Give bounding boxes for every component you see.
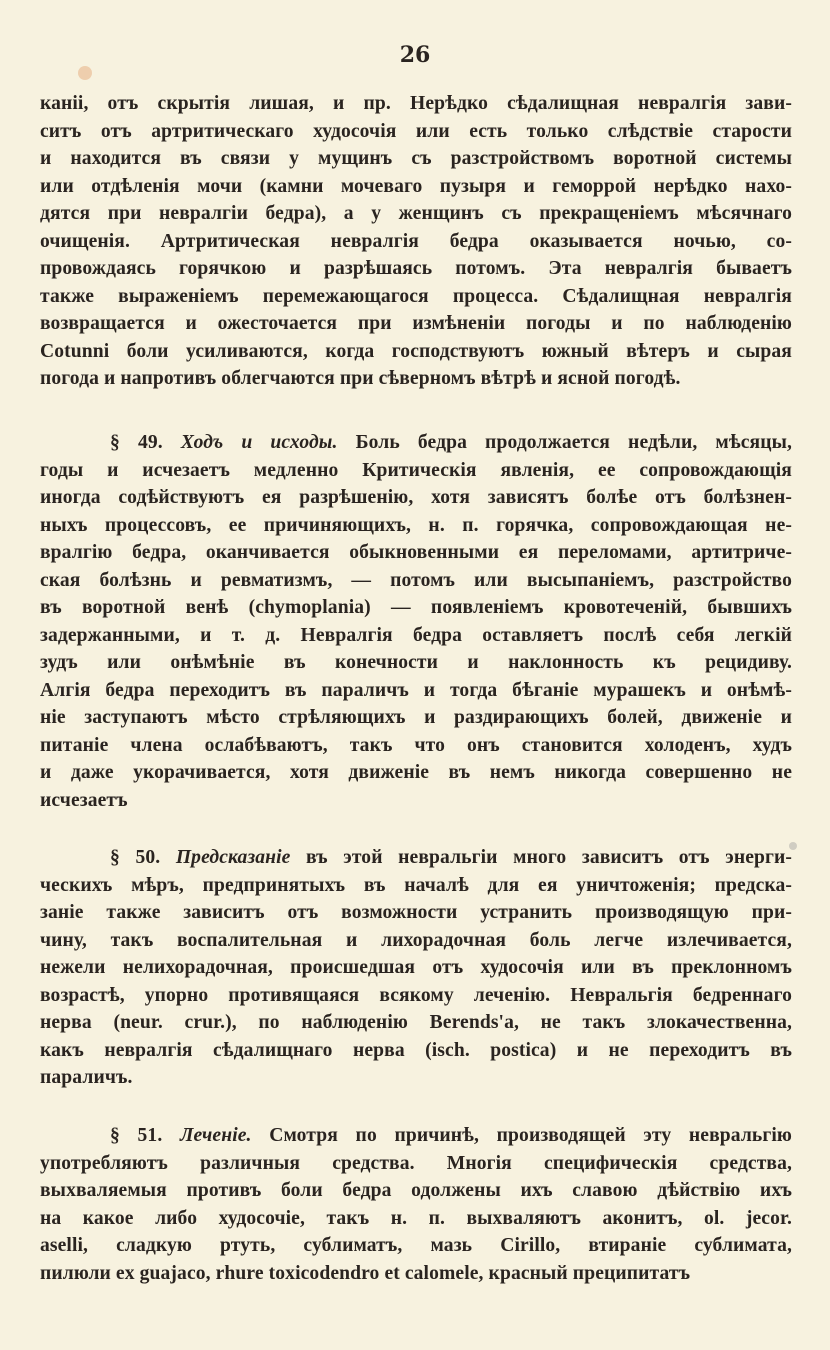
- text-line: aselli, сладкую ртуть, сублиматъ, мазь Cirillo, втираніе сублимата,: [40, 1235, 792, 1256]
- paragraph-section-50: [40, 844, 792, 1092]
- paragraph-1: [40, 90, 792, 393]
- text-line: возвращается и ожесточается при измѣненіи погоды и по наблюденію: [40, 313, 792, 334]
- text-line: нерва (neur. crur.), по наблюденію Berends'a, не такъ злокачественна,: [40, 1012, 792, 1033]
- text-line: или отдѣленія мочи (камни мочеваго пузыря и геморрой нерѣдко нахо-: [40, 175, 792, 197]
- text-line: каніі, отъ скрытія лишая, и пр. Нерѣдко сѣдалищная невралгія зави-: [40, 93, 792, 114]
- section-title: Предсказаніе: [175, 847, 291, 868]
- text-line: исчезаетъ: [40, 789, 128, 811]
- text-line: параличъ.: [40, 1067, 133, 1088]
- text-line: погода и напротивъ облегчаются при сѣверномъ вѣтрѣ и ясной погодѣ.: [40, 368, 681, 389]
- paragraph-first-line: [40, 844, 792, 872]
- text-line: годы и исчезаетъ медленно Критическія явленія, ее сопровождающія: [40, 459, 792, 481]
- text-line: ныхъ процессовъ, ее причиняющихъ, н. п. горячка, сопровождающая не-: [40, 514, 792, 536]
- text-line: и находится въ связи у мущинъ съ разстройствомъ воротной системы: [40, 148, 792, 169]
- text-line: и даже укорачивается, хотя движеніе въ немъ никогда совершенно не: [40, 762, 792, 783]
- text-line: питаніе члена ослабѣваютъ, такъ что онъ становится холоденъ, худъ: [40, 734, 792, 756]
- text-line: возрастѣ, упорно противящаяся всякому леченію. Невральгія бедреннаго: [40, 984, 792, 1006]
- text-line: чину, такъ воспалительная и лихорадочная боль легче излечивается,: [40, 929, 792, 951]
- paper-stain: [78, 66, 92, 80]
- first-line-text: въ этой невральгіи много зависитъ отъ энерги-: [290, 847, 792, 868]
- text-line: иногда содѣйствуютъ ея разрѣшенію, хотя зависятъ болѣе отъ болѣзнен-: [40, 487, 792, 508]
- text-line: въ воротной венѣ (chymoplania) — появленіемъ кровотеченій, бывшихъ: [40, 597, 792, 618]
- section-number: § 51.: [110, 1125, 163, 1146]
- text-line: какъ невралгія сѣдалищнаго нерва (isch. postica) и не переходитъ въ: [40, 1039, 792, 1061]
- text-line: очищенія. Артритическая невралгія бедра оказывается ночью, со-: [40, 230, 792, 252]
- page-number: 26: [399, 42, 431, 68]
- section-title: Леченіе.: [179, 1125, 252, 1146]
- text-line: дятся при невралгіи бедра), а у женщинъ съ прекращеніемъ мѣсячнаго: [40, 203, 792, 224]
- section-number: § 49.: [110, 432, 163, 453]
- text-line: заніе также зависитъ отъ возможности устранить производящую при-: [40, 902, 792, 923]
- text-line: на какое либо худосочіе, такъ н. п. выхваляютъ аконитъ, ol. jecor.: [40, 1207, 792, 1229]
- text-line: вралгію бедра, оканчивается обыкновенными ея переломами, артитриче-: [40, 542, 792, 563]
- text-line: ская болѣзнь и ревматизмъ, — потомъ или высыпаніемъ, разстройство: [40, 569, 792, 591]
- paragraph-first-line: [40, 429, 792, 457]
- text-line: ситъ отъ артритическаго худосочія или есть только слѣдствіе старости: [40, 120, 792, 142]
- section-title: Ходъ и исходы.: [180, 432, 338, 453]
- first-line-text: Боль бедра продолжается недѣли, мѣсяцы,: [337, 432, 792, 453]
- text-line: Cotunni боли усиливаются, когда господствуютъ южный вѣтеръ и сырая: [40, 340, 792, 362]
- text-line: зудъ или онѣмѣніе въ конечности и наклонность къ рецидиву.: [40, 652, 792, 673]
- text-line: ніе заступаютъ мѣсто стрѣляющихъ и раздирающихъ болей, движеніе и: [40, 707, 792, 728]
- text-line: также выраженіемъ перемежающагося процесса. Сѣдалищная невралгія: [40, 285, 792, 307]
- paragraph-first-line: [40, 1122, 792, 1150]
- text-line: выхваляемыя противъ боли бедра одолжены ихъ славою дѣйствію ихъ: [40, 1180, 792, 1201]
- text-line: пилюли ex guajaco, rhure toxicodendro et calomele, красный преципитатъ: [40, 1262, 691, 1284]
- text-line: употребляютъ различныя средства. Многія специфическія средства,: [40, 1152, 792, 1174]
- first-line-text: Смотря по причинѣ, производящей эту невральгію: [251, 1125, 792, 1146]
- section-number: § 50.: [110, 847, 161, 868]
- text-line: провождаясь горячкою и разрѣшаясь потомъ. Эта невралгія бываетъ: [40, 258, 792, 279]
- paragraph-section-49: [40, 429, 792, 814]
- text-line: Алгія бедра переходитъ въ параличъ и тогда бѣганіе мурашекъ и онѣмѣ-: [40, 679, 792, 701]
- text-line: нежели нелихорадочная, происшедшая отъ худосочія или въ преклонномъ: [40, 957, 792, 978]
- paragraph-section-51: [40, 1122, 792, 1287]
- text-line: задержанными, и т. д. Невралгія бедра оставляетъ послѣ себя легкій: [40, 624, 792, 646]
- text-line: ческихъ мѣръ, предпринятыхъ въ началѣ для ея уничтоженія; предска-: [40, 874, 792, 896]
